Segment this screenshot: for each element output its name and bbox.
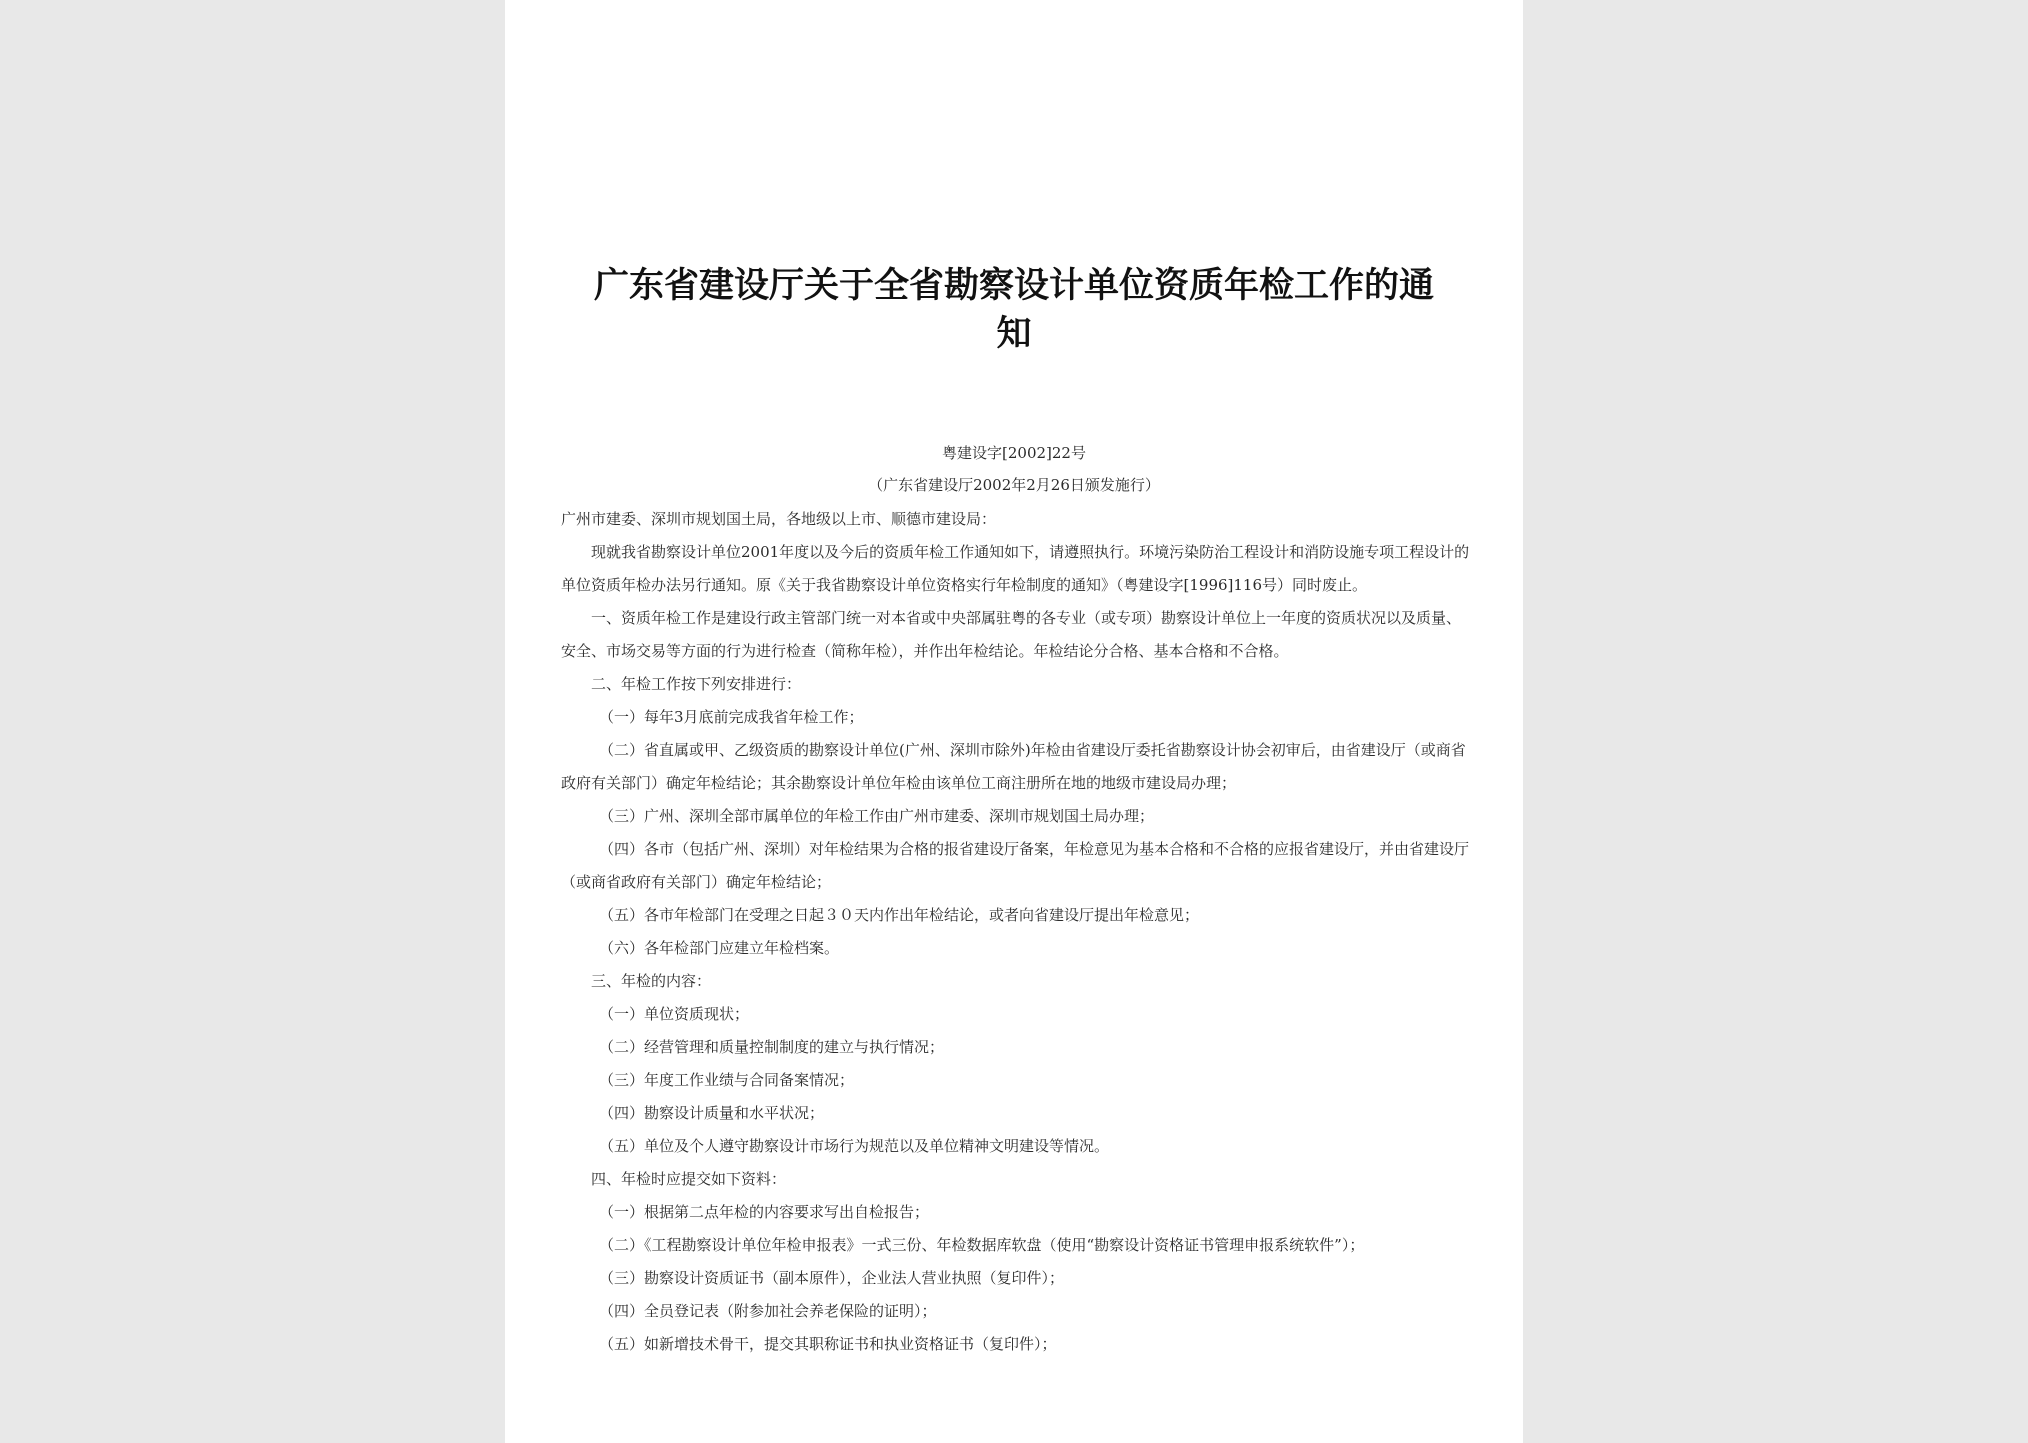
intro-paragraph: 现就我省勘察设计单位2001年度以及今后的资质年检工作通知如下，请遵照执行。环境污染防治工程设计和消防设施专项工程设计的单位资质年检办法另行通知。原《关于我省勘察设计单位资格实行年检制度的通知》（粤建设字[1996]116号）同时废止。 xyxy=(561,543,1470,594)
section-4-item-2: （二）《工程勘察设计单位年检申报表》一式三份、年检数据库软盘（使用“勘察设计资格证书管理申报系统软件”）； xyxy=(599,1236,1365,1254)
issue-date-note: （广东省建设厅2002年2月26日颁发施行） xyxy=(868,476,1160,494)
section-4-item-1: （一）根据第二点年检的内容要求写出自检报告； xyxy=(599,1203,930,1221)
document-body xyxy=(561,503,1473,1361)
section-3-item-3: （三）年度工作业绩与合同备案情况； xyxy=(599,1071,855,1089)
section-2-item-1: （一）每年3月底前完成我省年检工作； xyxy=(599,708,864,726)
section-2-item-6: （六）各年检部门应建立年检档案。 xyxy=(599,939,840,957)
section-3-item-1: （一）单位资质现状； xyxy=(599,1005,750,1023)
section-4-item-5: （五）如新增技术骨干，提交其职称证书和执业资格证书（复印件）； xyxy=(599,1335,1057,1353)
section-4-item-3: （三）勘察设计资质证书（副本原件），企业法人营业执照（复印件）； xyxy=(599,1269,1065,1287)
section-2-item-3: （三）广州、深圳全部市属单位的年检工作由广州市建委、深圳市规划国土局办理； xyxy=(599,807,1155,825)
section-2-item-4: （四）各市（包括广州、深圳）对年检结果为合格的报省建设厅备案，年检意见为基本合格和不合格的应报省建设厅，并由省建设厅（或商省政府有关部门）确定年检结论； xyxy=(561,840,1470,891)
document-page xyxy=(505,0,1523,1443)
section-3-item-2: （二）经营管理和质量控制制度的建立与执行情况； xyxy=(599,1038,945,1056)
section-2-heading: 二、年检工作按下列安排进行： xyxy=(591,675,802,693)
document-title xyxy=(555,262,1473,358)
title-line-1: 广东省建设厅关于全省勘察设计单位资质年检工作的通 xyxy=(593,266,1434,306)
section-3-item-4: （四）勘察设计质量和水平状况； xyxy=(599,1104,825,1122)
section-3-item-5: （五）单位及个人遵守勘察设计市场行为规范以及单位精神文明建设等情况。 xyxy=(599,1137,1110,1155)
section-4-heading: 四、年检时应提交如下资料： xyxy=(591,1170,787,1188)
section-3-heading: 三、年检的内容： xyxy=(591,972,712,990)
addressee-line: 广州市建委、深圳市规划国土局，各地级以上市、顺德市建设局： xyxy=(561,510,997,528)
section-2-item-2: （二）省直属或甲、乙级资质的勘察设计单位(广州、深圳市除外)年检由省建设厅委托省勘察设计协会初审后，由省建设厅（或商省政府有关部门）确定年检结论；其余勘察设计单位年检由该单位工商注册所在地的地级市建设局办理； xyxy=(561,741,1466,792)
section-4-item-4: （四）全员登记表（附参加社会养老保险的证明）； xyxy=(599,1302,937,1320)
section-1-paragraph: 一、资质年检工作是建设行政主管部门统一对本省或中央部属驻粤的各专业（或专项）勘察设计单位上一年度的资质状况以及质量、安全、市场交易等方面的行为进行检查（简称年检），并作出年检结论。年检结论分合格、基本合格和不合格。 xyxy=(561,609,1462,660)
title-line-2: 知 xyxy=(996,314,1032,354)
document-number: 粤建设字[2002]22号 xyxy=(942,444,1086,462)
section-2-item-5: （五）各市年检部门在受理之日起３０天内作出年检结论，或者向省建设厅提出年检意见； xyxy=(599,906,1200,924)
